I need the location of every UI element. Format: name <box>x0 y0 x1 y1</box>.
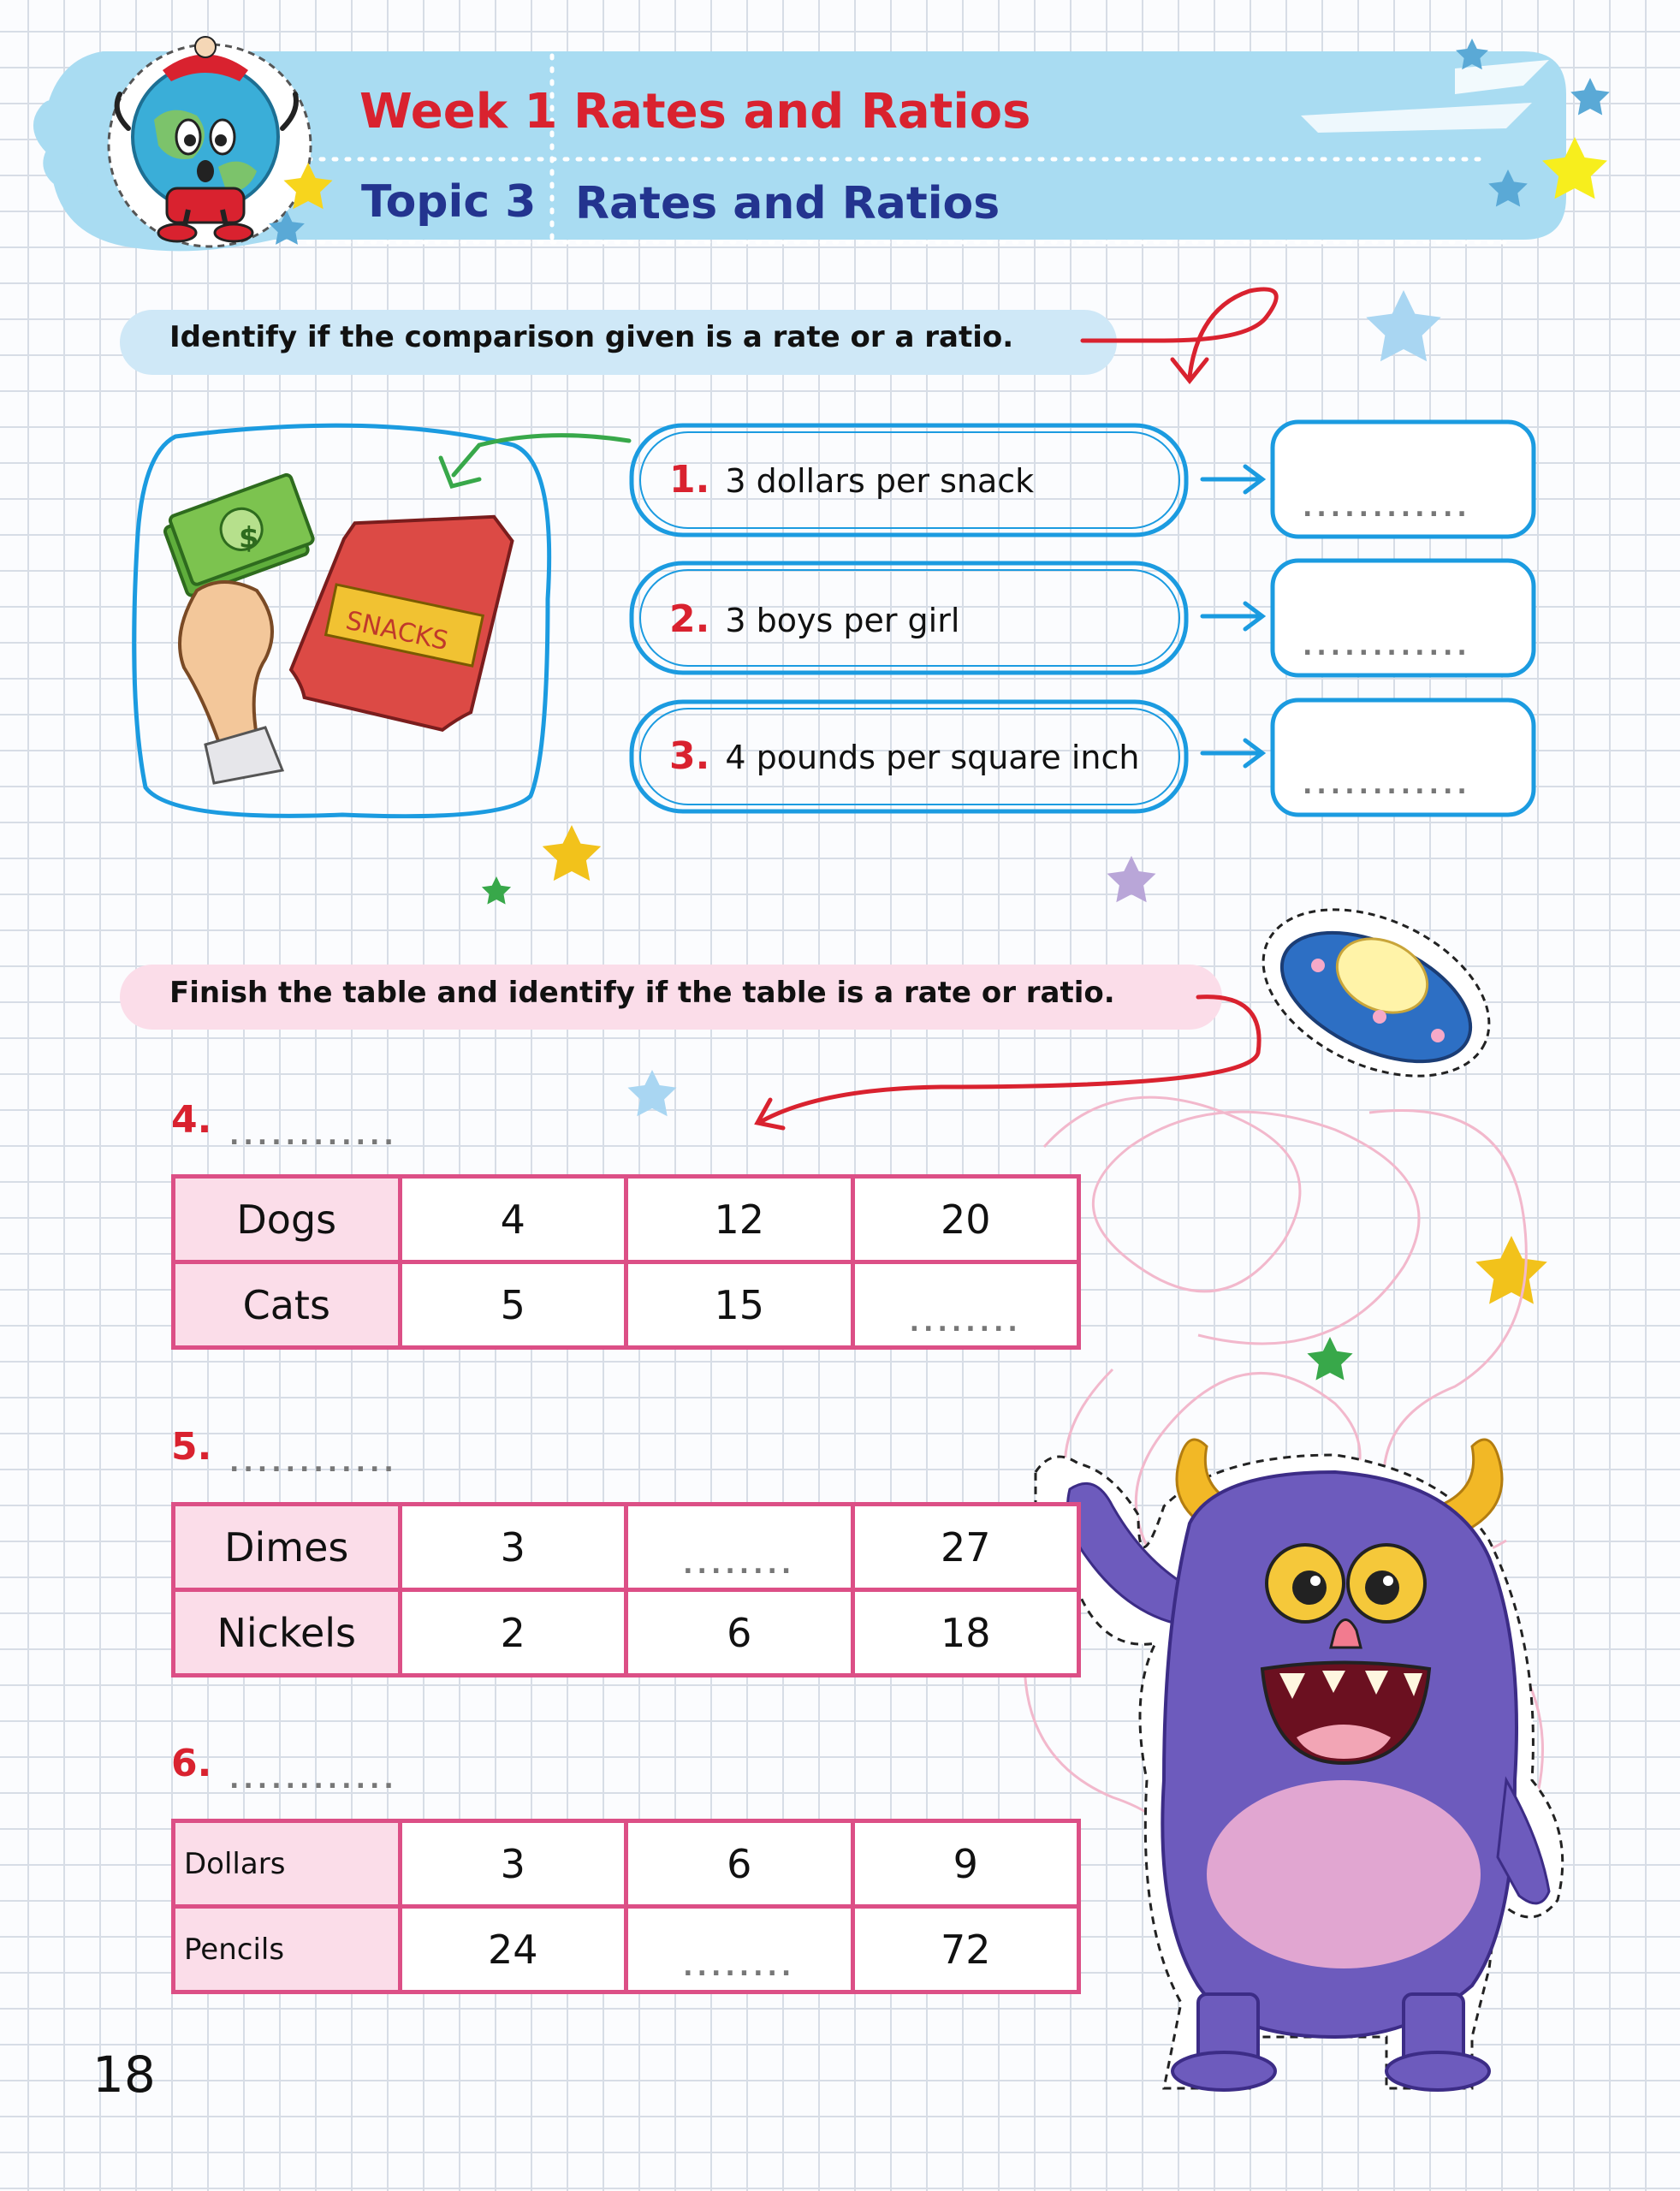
week-title: Rates and Ratios <box>573 84 1031 140</box>
comparison-item-1 <box>669 458 1034 502</box>
answer-blank-4[interactable]: ............ <box>229 1121 398 1151</box>
row-header: Dollars <box>174 1821 401 1907</box>
table-6 <box>171 1819 1081 1994</box>
section1-instruction: Identify if the comparison given is a rate or a ratio. <box>169 320 1014 354</box>
cell-blank[interactable]: ........ <box>683 1951 796 1982</box>
answer-blank-3[interactable]: ............ <box>1303 770 1471 800</box>
table-row <box>174 1821 1079 1907</box>
item-number: 1. <box>669 458 710 502</box>
table-cell: 5 <box>400 1262 626 1348</box>
page-number: 18 <box>92 2046 156 2104</box>
table-row <box>174 1505 1079 1590</box>
row-header: Dogs <box>174 1177 401 1262</box>
table-cell: 12 <box>626 1177 853 1262</box>
row-header: Pencils <box>174 1907 401 1992</box>
item-text: 3 boys per girl <box>725 602 960 639</box>
item-number: 2. <box>669 597 710 641</box>
snacks-label: SNACKS <box>343 605 451 657</box>
question-number-6: 6. <box>171 1742 212 1785</box>
table-cell: 15 <box>626 1262 853 1348</box>
topic-title: Rates and Ratios <box>575 178 1000 229</box>
section2-instruction: Finish the table and identify if the table is a rate or ratio. <box>169 976 1115 1010</box>
comparison-item-3 <box>669 734 1140 778</box>
table-cell: 3 <box>400 1821 626 1907</box>
answer-blank-5[interactable]: ............ <box>229 1448 398 1478</box>
small-arrows <box>1202 466 1262 766</box>
table-5 <box>171 1502 1081 1677</box>
question-number-5: 5. <box>171 1425 212 1469</box>
table-row <box>174 1907 1079 1992</box>
question-number-4: 4. <box>171 1098 212 1142</box>
blank-cell[interactable] <box>626 1907 853 1992</box>
row-header: Nickels <box>174 1590 401 1676</box>
item-text: 3 dollars per snack <box>725 462 1035 500</box>
blank-cell[interactable] <box>852 1262 1079 1348</box>
table-row <box>174 1590 1079 1676</box>
cell-blank[interactable]: ........ <box>683 1549 796 1580</box>
money-snacks-illustration <box>134 425 629 816</box>
table-cell: 3 <box>400 1505 626 1590</box>
cell-blank[interactable]: ........ <box>909 1307 1022 1338</box>
table-cell: 24 <box>400 1907 626 1992</box>
table-cell: 72 <box>852 1907 1079 1992</box>
row-header: Cats <box>174 1262 401 1348</box>
purple-monster-illustration <box>1036 1440 1563 2090</box>
dollar-icon: $ <box>239 521 259 555</box>
topic-label: Topic 3 <box>361 176 537 228</box>
item-text: 4 pounds per square inch <box>725 739 1140 776</box>
table-cell: 2 <box>400 1590 626 1676</box>
table-cell: 6 <box>626 1590 853 1676</box>
table-4 <box>171 1174 1081 1350</box>
table-cell: 20 <box>852 1177 1079 1262</box>
answer-blank-2[interactable]: ............ <box>1303 632 1471 662</box>
answer-blank-1[interactable]: ............ <box>1303 493 1471 523</box>
table-cell: 27 <box>852 1505 1079 1590</box>
item-number: 3. <box>669 734 710 778</box>
answer-boxes <box>1273 422 1534 815</box>
comparison-item-2 <box>669 597 959 641</box>
table-cell: 6 <box>626 1821 853 1907</box>
table-cell: 4 <box>400 1177 626 1262</box>
table-row <box>174 1177 1079 1262</box>
week-label: Week 1 <box>359 84 558 140</box>
answer-blank-6[interactable]: ............ <box>229 1765 398 1795</box>
table-row <box>174 1262 1079 1348</box>
ufo-illustration <box>1237 876 1516 1109</box>
row-header: Dimes <box>174 1505 401 1590</box>
blank-cell[interactable] <box>626 1505 853 1590</box>
table-cell: 9 <box>852 1821 1079 1907</box>
table-cell: 18 <box>852 1590 1079 1676</box>
